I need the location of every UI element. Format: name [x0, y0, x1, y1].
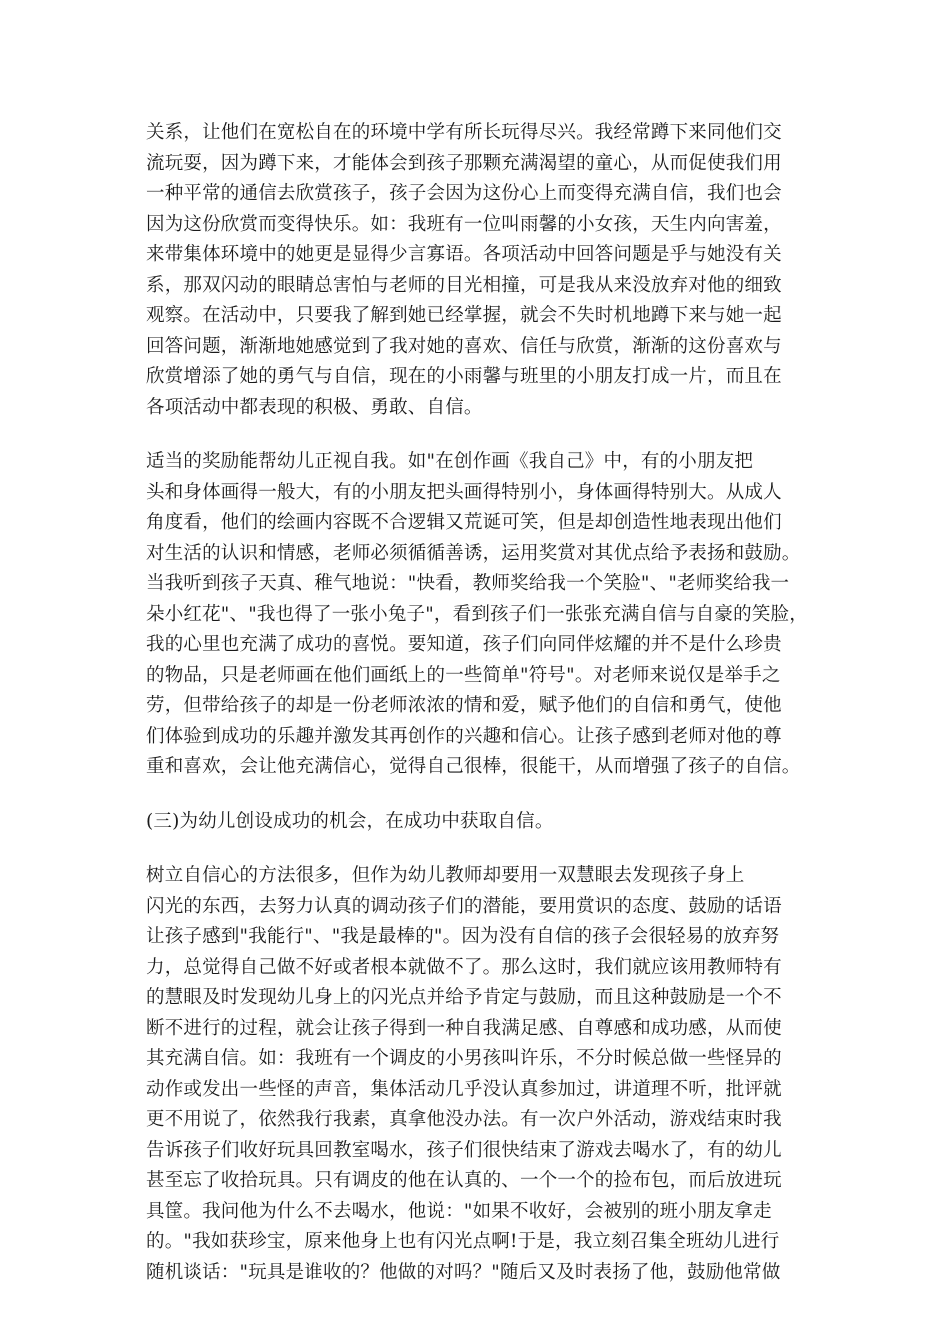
- document-page: [146, 118, 826, 1288]
- text-line: 让孩子感到"我能行"、"我是最棒的"。因为没有自信的孩子会很轻易的放弃努: [146, 926, 780, 947]
- text-line: 闪光的东西，去努力认真的调动孩子们的潜能，要用赏识的态度、鼓励的话语: [146, 895, 782, 917]
- text-line: 劳，但带给孩子的却是一份老师浓浓的情和爱，赋予他们的自信和勇气，使他: [146, 695, 782, 716]
- paragraph-1: [146, 118, 826, 423]
- text-line: (三)为幼儿创设成功的机会，在成功中获取自信。: [146, 810, 554, 832]
- text-line: 头和身体画得一般大，有的小朋友把头画得特别小，身体画得特别大。从成人: [146, 481, 782, 503]
- paragraph-3: [146, 861, 826, 1288]
- text-line: 的物品，只是老师画在他们画纸上的一些简单"符号"。对老师来说仅是举手之: [146, 664, 781, 686]
- text-line: 一种平常的通信去欣赏孩子，孩子会因为这份心上而变得充满自信，我们也会: [146, 183, 782, 204]
- text-line: 动作或发出一些怪的声音，集体活动几乎没认真参加过，讲道理不听，批评就: [146, 1078, 782, 1100]
- text-line: 树立自信心的方法很多，但作为幼儿教师却要用一双慧眼去发现孩子身上: [146, 865, 745, 886]
- text-line: 断不进行的过程，就会让孩子得到一种自我满足感、自尊感和成功感，从而使: [146, 1017, 782, 1039]
- section-heading: [146, 807, 826, 838]
- text-line: 观察。在活动中，只要我了解到她已经掌握，就会不失时机地蹲下来与她一起: [146, 305, 782, 326]
- paragraph-spacer: [146, 423, 826, 447]
- text-line: 回答问题，渐渐地她感觉到了我对她的喜欢、信任与欣赏，渐渐的这份喜欢与: [146, 335, 782, 357]
- text-line: 重和喜欢，会让他充满信心，觉得自己很棒，很能干，从而增强了孩子的自信。: [146, 756, 801, 777]
- text-line: 因为这份欣赏而变得快乐。如：我班有一位叫雨馨的小女孩，天生内向害羞，: [146, 213, 782, 235]
- text-line: 随机谈话："玩具是谁收的？他做的对吗？"随后又及时表扬了他，鼓励他常做: [146, 1261, 781, 1283]
- paragraph-spacer: [146, 837, 826, 861]
- text-line: 其充满自信。如：我班有一个调皮的小男孩叫许乐，不分时候总做一些怪异的: [146, 1048, 782, 1069]
- text-line: 关系，让他们在宽松自在的环境中学有所长玩得尽兴。我经常蹲下来同他们交: [146, 122, 782, 143]
- text-line: 甚至忘了收拾玩具。只有调皮的他在认真的、一个一个的捡布包，而后放进玩: [146, 1170, 782, 1191]
- text-line: 各项活动中都表现的积极、勇敢、自信。: [146, 396, 483, 418]
- paragraph-2: [146, 447, 826, 783]
- paragraph-spacer: [146, 783, 826, 807]
- text-line: 系，那双闪动的眼睛总害怕与老师的目光相撞，可是我从来没放弃对他的细致: [146, 274, 782, 296]
- text-line: 的慧眼及时发现幼儿身上的闪光点并给予肯定与鼓励，而且这种鼓励是一个不: [146, 987, 782, 1008]
- text-line: 来带集体环境中的她更是显得少言寡语。各项活动中回答问题是乎与她没有关: [146, 244, 782, 265]
- text-line: 对生活的认识和情感，老师必须循循善诱，运用奖赏对其优点给予表扬和鼓励。: [146, 542, 801, 564]
- text-line: 当我听到孩子天真、稚气地说："快看，教师奖给我一个笑脸"、"老师奖给我一: [146, 573, 790, 594]
- text-line: 欣赏增添了她的勇气与自信，现在的小雨馨与班里的小朋友打成一片，而且在: [146, 366, 782, 387]
- text-line: 力，总觉得自己做不好或者根本就做不了。那么这时，我们就应该用教师特有: [146, 956, 782, 978]
- text-line: 我的心里也充满了成功的喜悦。要知道，孩子们向同伴炫耀的并不是什么珍贵: [146, 634, 782, 655]
- text-line: 的。"我如获珍宝，原来他身上也有闪光点啊!于是，我立刻召集全班幼儿进行: [146, 1231, 780, 1252]
- text-line: 具筐。我问他为什么不去喝水，他说："如果不收好，会被别的班小朋友拿走: [146, 1200, 772, 1222]
- text-line: 角度看，他们的绘画内容既不合逻辑又荒诞可笑，但是却创造性地表现出他们: [146, 512, 782, 533]
- text-line: 告诉孩子们收好玩具回教室喝水，孩子们很快结束了游戏去喝水了，有的幼儿: [146, 1139, 782, 1161]
- text-line: 们体验到成功的乐趣并激发其再创作的兴趣和信心。让孩子感到老师对他的尊: [146, 725, 782, 747]
- text-line: 朵小红花"、"我也得了一张小兔子"，看到孩子们一张张充满自信与自豪的笑脸，: [146, 603, 808, 625]
- text-line: 适当的奖励能帮幼儿正视自我。如"在创作画《我自己》中，有的小朋友把: [146, 451, 754, 472]
- text-line: 流玩耍，因为蹲下来，才能体会到孩子那颗充满渴望的童心，从而促使我们用: [146, 152, 782, 174]
- text-line: 更不用说了，依然我行我素，真拿他没办法。有一次户外活动，游戏结束时我: [146, 1109, 782, 1130]
